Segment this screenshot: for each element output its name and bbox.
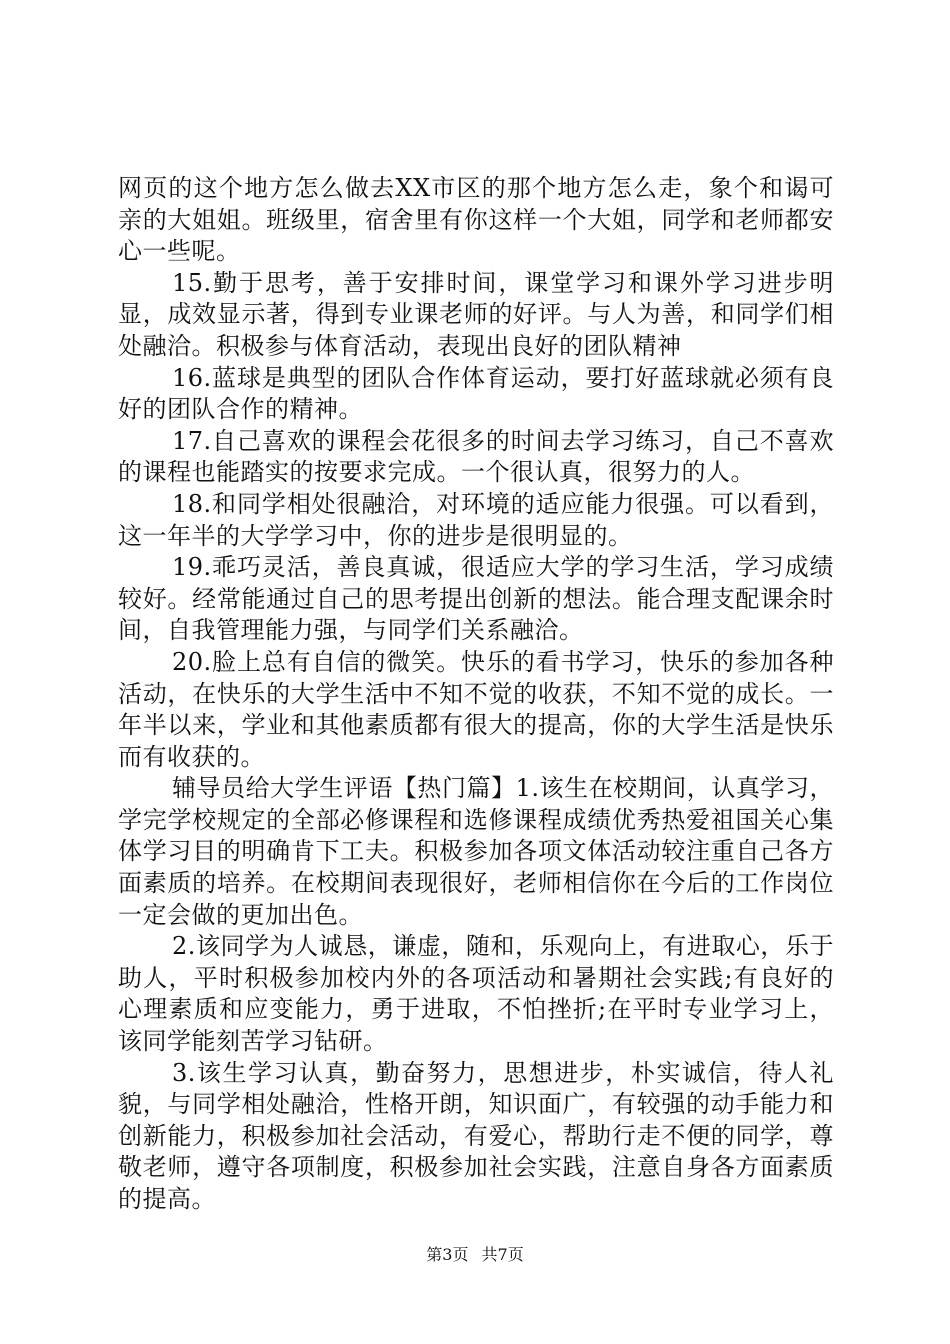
page-footer <box>0 1242 950 1265</box>
paragraph-section-hot: 辅导员给大学生评语【热门篇】1.该生在校期间，认真学习，学完学校规定的全部必修课程和选修课程成绩优秀热爱祖国关心集体学习目的明确肯下工夫。积极参加各项文体活动较注重自己各方面素质的培养。在校期间表现很好，老师相信你在今后的工作岗位一定会做的更加出色。 <box>118 774 834 929</box>
paragraph-continuation: 网页的这个地方怎么做去XX市区的那个地方怎么走，象个和谒可亲的大姐姐。班级里，宿舍里有你这样一个大姐，同学和老师都安心一些呢。 <box>118 174 834 266</box>
paragraph-item-2: 2.该同学为人诚恳，谦虚，随和，乐观向上，有进取心，乐于助人，平时积极参加校内外的各项活动和暑期社会实践;有良好的心理素质和应变能力，勇于进取，不怕挫折;在平时专业学习上，该同学能刻苦学习钻研。 <box>118 932 834 1056</box>
paragraph-item-16: 16.蓝球是典型的团队合作体育运动，要打好蓝球就必须有良好的团队合作的精神。 <box>118 363 834 424</box>
document-body <box>118 173 834 1216</box>
paragraph-item-15: 15.勤于思考，善于安排时间，课堂学习和课外学习进步明显，成效显示著，得到专业课老师的好评。与人为善，和同学们相处融洽。积极参与体育活动，表现出良好的团队精神 <box>118 268 834 360</box>
paragraph-item-18: 18.和同学相处很融洽，对环境的适应能力很强。可以看到，这一年半的大学学习中，你的进步是很明显的。 <box>118 489 834 550</box>
paragraph-item-20: 20.脸上总有自信的微笑。快乐的看书学习，快乐的参加各种活动，在快乐的大学生活中不知不觉的收获，不知不觉的成长。一年半以来，学业和其他素质都有很大的提高，你的大学生活是快乐而有收获的。 <box>118 647 834 771</box>
page-total: 共7页 <box>481 1245 524 1264</box>
paragraph-item-19: 19.乖巧灵活，善良真诚，很适应大学的学习生活，学习成绩较好。经常能通过自己的思考提出创新的想法。能合理支配课余时间，自我管理能力强，与同学们关系融洽。 <box>118 553 834 645</box>
paragraph-item-3: 3.该生学习认真，勤奋努力，思想进步，朴实诚信，待人礼貌，与同学相处融洽，性格开朗，知识面广，有较强的动手能力和创新能力，积极参加社会活动，有爱心，帮助行走不便的同学，尊敬老师，遵守各项制度，积极参加社会实践，注意自身各方面素质的提高。 <box>118 1058 834 1213</box>
page-number: 第3页 <box>426 1245 469 1264</box>
paragraph-item-17: 17.自己喜欢的课程会花很多的时间去学习练习，自己不喜欢的课程也能踏实的按要求完成。一个很认真，很努力的人。 <box>118 426 834 487</box>
